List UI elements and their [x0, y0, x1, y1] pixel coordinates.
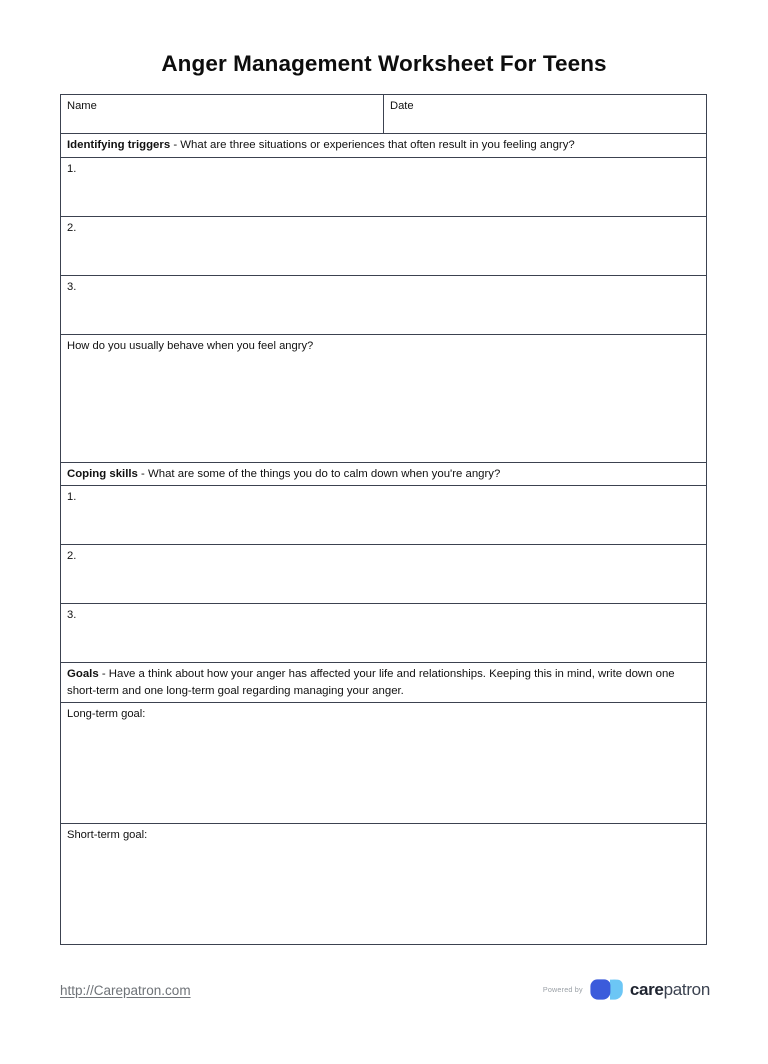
carepatron-wordmark [630, 981, 710, 998]
behaviour-prompt: How do you usually behave when you feel angry? [67, 339, 314, 352]
trigger-row-3 [61, 275, 707, 334]
goals-heading-rest: - Have a think about how your anger has affected your life and relationships. Keeping this in mind, write down one short-term and one long-term goal regarding managing your anger. [67, 668, 675, 697]
goals-header-cell [61, 663, 707, 703]
identifying-triggers-heading-strong: Identifying triggers [67, 139, 171, 151]
coping-skills-header-row [61, 462, 707, 486]
long-term-goal-label: Long-term goal: [67, 708, 146, 721]
coping-skills-heading-rest: - What are some of the things you do to calm down when you're angry? [137, 467, 501, 480]
coping-row-2 [61, 545, 707, 604]
behaviour-row [61, 334, 707, 462]
identifying-triggers-header-cell [61, 134, 707, 158]
trigger-answer-3[interactable] [61, 275, 707, 334]
coping-row-3 [61, 604, 707, 663]
long-term-goal-row [61, 703, 707, 824]
wordmark-care: care [629, 980, 664, 999]
trigger-number-2: 2. [67, 221, 77, 234]
carepatron-url-link[interactable]: http://Carepatron.com [60, 983, 191, 998]
identity-row [61, 95, 707, 134]
name-field-cell[interactable] [61, 95, 384, 134]
coping-number-3: 3. [67, 609, 77, 622]
trigger-row-1 [61, 157, 707, 216]
carepatron-logo-svg [590, 979, 623, 1000]
coping-answer-3[interactable] [61, 604, 707, 663]
long-term-goal-cell[interactable] [61, 703, 707, 824]
wordmark-patron: patron [663, 980, 710, 999]
trigger-number-3: 3. [67, 280, 77, 293]
identifying-triggers-heading [61, 134, 706, 157]
name-label: Name [67, 100, 97, 112]
short-term-goal-cell[interactable] [61, 824, 707, 945]
trigger-answer-2[interactable] [61, 216, 707, 275]
date-label: Date [390, 100, 414, 112]
goals-heading [61, 663, 706, 702]
coping-answer-2[interactable] [61, 545, 707, 604]
coping-skills-heading-strong: Coping skills [67, 467, 138, 480]
goals-header-row [61, 663, 707, 703]
trigger-number-1: 1. [67, 162, 77, 175]
short-term-goal-row [61, 824, 707, 945]
logo-shape-light-top [609, 980, 620, 991]
trigger-answer-1[interactable] [61, 157, 707, 216]
coping-number-1: 1. [67, 491, 77, 504]
logo-shape-dark [590, 979, 610, 999]
trigger-row-2 [61, 216, 707, 275]
brand-lockup [543, 979, 710, 1000]
coping-row-1 [61, 486, 707, 545]
coping-number-2: 2. [67, 550, 77, 563]
carepatron-logo-icon [590, 979, 623, 1000]
page-title: Anger Management Worksheet For Teens [161, 51, 607, 76]
identifying-triggers-header-row [61, 134, 707, 158]
coping-answer-1[interactable] [61, 486, 707, 545]
powered-by-label: Powered by [542, 984, 583, 994]
coping-skills-header-cell [61, 462, 707, 486]
goals-heading-strong: Goals [67, 668, 99, 681]
coping-skills-heading [61, 463, 706, 486]
behaviour-answer-cell[interactable] [61, 334, 707, 462]
worksheet-table [60, 94, 707, 945]
page-footer [0, 975, 768, 1023]
identifying-triggers-heading-rest: - What are three situations or experiences that often result in you feeling angry? [170, 139, 575, 151]
short-term-goal-label: Short-term goal: [67, 829, 148, 842]
date-field-cell[interactable] [384, 95, 707, 134]
